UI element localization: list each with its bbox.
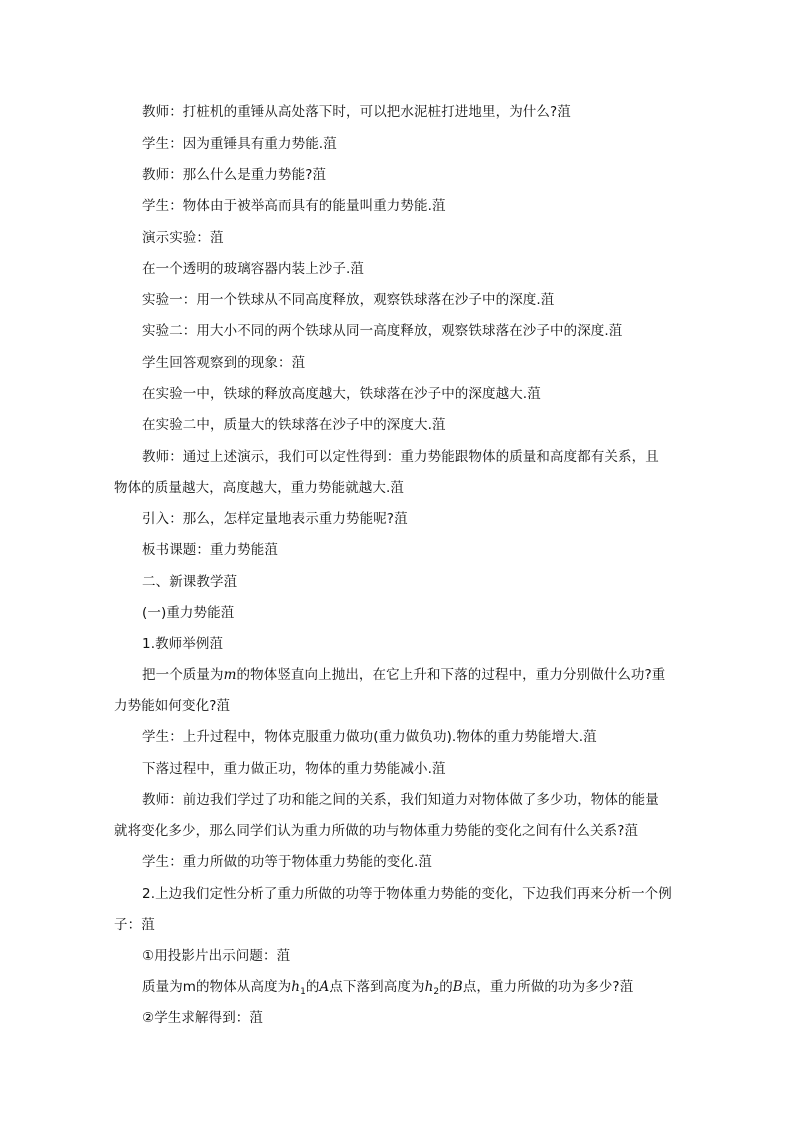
text-line: 教师：打桩机的重锤从高处落下时，可以把水泥桩打进地里，为什么?菹: [142, 104, 571, 120]
text-line: 2.上边我们定性分析了重力所做的功等于物体重力势能的变化，下边我们再来分析一个例: [142, 886, 672, 902]
question-text: 的: [439, 979, 453, 995]
text-line: 在实验一中，铁球的释放高度越大，铁球落在沙子中的深度越大.菹: [142, 386, 541, 402]
question-line: [142, 977, 633, 1002]
example-line: [142, 665, 665, 685]
text-line: 物体的质量越大，高度越大，重力势能就越大.菹: [114, 480, 404, 496]
height-variable: h: [291, 979, 301, 995]
text-line: 教师：那么什么是重力势能?菹: [142, 167, 327, 183]
text-line: 在一个透明的玻璃容器内装上沙子.菹: [142, 261, 364, 277]
point-a: A: [319, 979, 330, 995]
text-line: 引入：那么，怎样定量地表示重力势能呢?菹: [142, 511, 408, 527]
text-line: 学生回答观察到的现象：菹: [142, 355, 306, 371]
text-line: 下落过程中，重力做正功，物体的重力势能减小.菹: [142, 761, 446, 777]
text-line: 力势能如何变化?菹: [114, 698, 231, 714]
text-line: 学生：重力所做的功等于物体重力势能的变化.菹: [142, 854, 432, 870]
text-line: 实验二：用大小不同的两个铁球从同一高度释放，观察铁球落在沙子中的深度.菹: [142, 323, 623, 339]
subscript: 2: [433, 987, 440, 997]
question-text: 的: [305, 979, 320, 995]
text-line: 就将变化多少，那么同学们认为重力所做的功与物体重力势能的变化之间有什么关系?菹: [114, 823, 639, 839]
text-line: 在实验二中，质量大的铁球落在沙子中的深度大.菹: [142, 417, 446, 433]
height-variable: h: [424, 979, 434, 995]
text-line: 学生：上升过程中，物体克服重力做功(重力做负功).物体的重力势能增大.菹: [142, 729, 597, 745]
example-text: 把一个质量为: [142, 667, 224, 683]
item-heading: 1.教师举例菹: [142, 636, 224, 652]
section-heading: 二、新课教学菹: [142, 574, 238, 590]
text-line: 学生：物体由于被举高而具有的能量叫重力势能.菹: [142, 198, 446, 214]
mass-variable: m: [223, 667, 237, 683]
example-text: 的物体竖直向上抛出，在它上升和下落的过程中，重力分别做什么功?重: [236, 667, 666, 683]
subsection-heading: (一)重力势能菹: [142, 605, 235, 621]
text-line: 子：菹: [114, 917, 155, 933]
question-text: 点下落到高度为: [329, 979, 425, 995]
text-line: ①用投影片出示问题：菹: [142, 948, 291, 964]
text-line: 实验一：用一个铁球从不同高度释放，观察铁球落在沙子中的深度.菹: [142, 292, 555, 308]
question-text: 质量为m的物体从高度为: [142, 979, 292, 995]
question-text: 点，重力所做的功为多少?菹: [462, 979, 634, 995]
subscript: 1: [300, 987, 306, 997]
text-line: 板书课题：重力势能菹: [142, 542, 278, 558]
text-line: ②学生求解得到：菹: [142, 1010, 264, 1026]
text-line: 学生：因为重锤具有重力势能.菹: [142, 136, 337, 152]
text-line: 教师：通过上述演示，我们可以定性得到：重力势能跟物体的质量和高度都有关系，且: [142, 449, 659, 465]
text-line: 演示实验：菹: [142, 230, 224, 246]
text-line: 教师：前边我们学过了功和能之间的关系，我们知道力对物体做了多少功，物体的能量: [142, 792, 659, 808]
point-b: B: [452, 979, 463, 995]
